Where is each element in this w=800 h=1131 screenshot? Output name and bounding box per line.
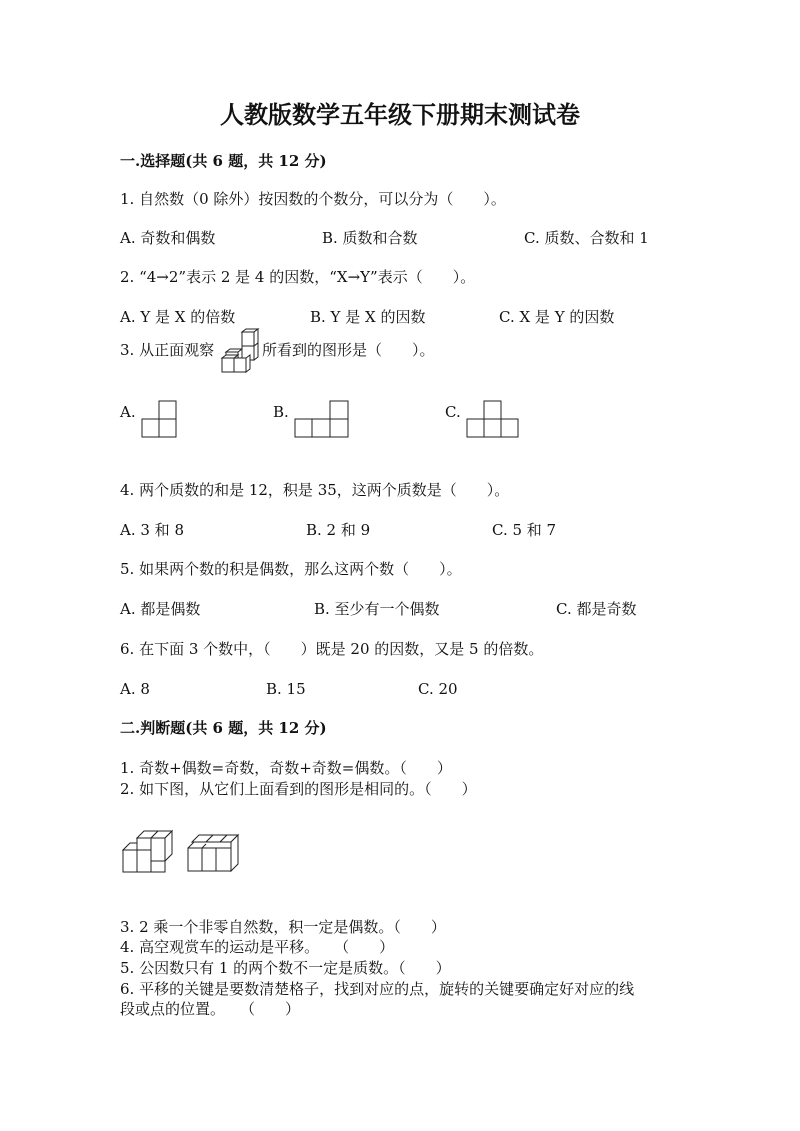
section-heading-choice: 一.选择题(共 6 题，共 12 分): [120, 152, 327, 170]
section-heading-judgment: 二.判断题(共 6 题，共 12 分): [120, 719, 327, 737]
question-3-option-c: C.: [445, 403, 461, 421]
question-1-option-a: A. 奇数和偶数: [120, 229, 216, 247]
question-4-stem: 4. 两个质数的和是 12，积是 35，这两个质数是（ ）。: [120, 481, 510, 499]
question-6-option-c: C. 20: [418, 680, 458, 698]
question-4-option-c: C. 5 和 7: [492, 521, 557, 539]
question-3-option-a: A.: [120, 403, 136, 421]
judgment-item-2: 2. 如下图，从它们上面看到的图形是相同的。（ ）: [120, 780, 477, 798]
judgment-item-5: 5. 公因数只有 1 的两个数不一定是质数。（ ）: [120, 959, 451, 977]
judgment-item-6-line-1: 6. 平移的关键是要数清楚格子，找到对应的点，旋转的关键要确定好对应的线: [120, 980, 635, 998]
question-2-option-a: A. Y 是 X 的倍数: [120, 308, 236, 326]
question-5-option-c: C. 都是奇数: [556, 600, 637, 618]
question-5-option-b: B. 至少有一个偶数: [314, 600, 440, 618]
question-6-stem: 6. 在下面 3 个数中，（ ）既是 20 的因数，又是 5 的倍数。: [120, 640, 544, 658]
cube-stack-figure: [218, 328, 262, 376]
option-a-shape: [141, 400, 179, 438]
page-title: 人教版数学五年级下册期末测试卷: [220, 100, 580, 129]
cube-group-left-figure: [120, 830, 174, 874]
question-4-option-a: A. 3 和 8: [120, 521, 184, 539]
question-3-stem-after: 所看到的图形是（ ）。: [262, 341, 435, 359]
question-6-option-a: A. 8: [120, 680, 150, 698]
option-b-shape: [294, 400, 350, 438]
question-2-option-c: C. X 是 Y 的因数: [499, 308, 615, 326]
question-3-stem-before: 3. 从正面观察: [120, 341, 215, 359]
question-1-stem: 1. 自然数（0 除外）按因数的个数分，可以分为（ ）。: [120, 190, 506, 208]
judgment-item-3: 3. 2 乘一个非零自然数，积一定是偶数。（ ）: [120, 918, 446, 936]
question-6-option-b: B. 15: [266, 680, 306, 698]
judgment-item-6-line-2: 段或点的位置。 （ ）: [120, 1000, 301, 1018]
question-2-option-b: B. Y 是 X 的因数: [310, 308, 426, 326]
cube-group-right-figure: [184, 834, 240, 874]
question-1-option-b: B. 质数和合数: [322, 229, 418, 247]
question-2-stem: 2. “4→2”表示 2 是 4 的因数，“X→Y”表示（ ）。: [120, 268, 476, 286]
question-4-option-b: B. 2 和 9: [306, 521, 371, 539]
judgment-item-1: 1. 奇数+偶数=奇数，奇数+奇数=偶数。（ ）: [120, 759, 452, 777]
question-5-option-a: A. 都是偶数: [120, 600, 201, 618]
question-5-stem: 5. 如果两个数的积是偶数，那么这两个数（ ）。: [120, 560, 462, 578]
judgment-item-4: 4. 高空观赏车的运动是平移。 （ ）: [120, 938, 395, 956]
option-c-shape: [466, 400, 520, 438]
question-3-option-b: B.: [273, 403, 289, 421]
question-1-option-c: C. 质数、合数和 1: [524, 229, 649, 247]
